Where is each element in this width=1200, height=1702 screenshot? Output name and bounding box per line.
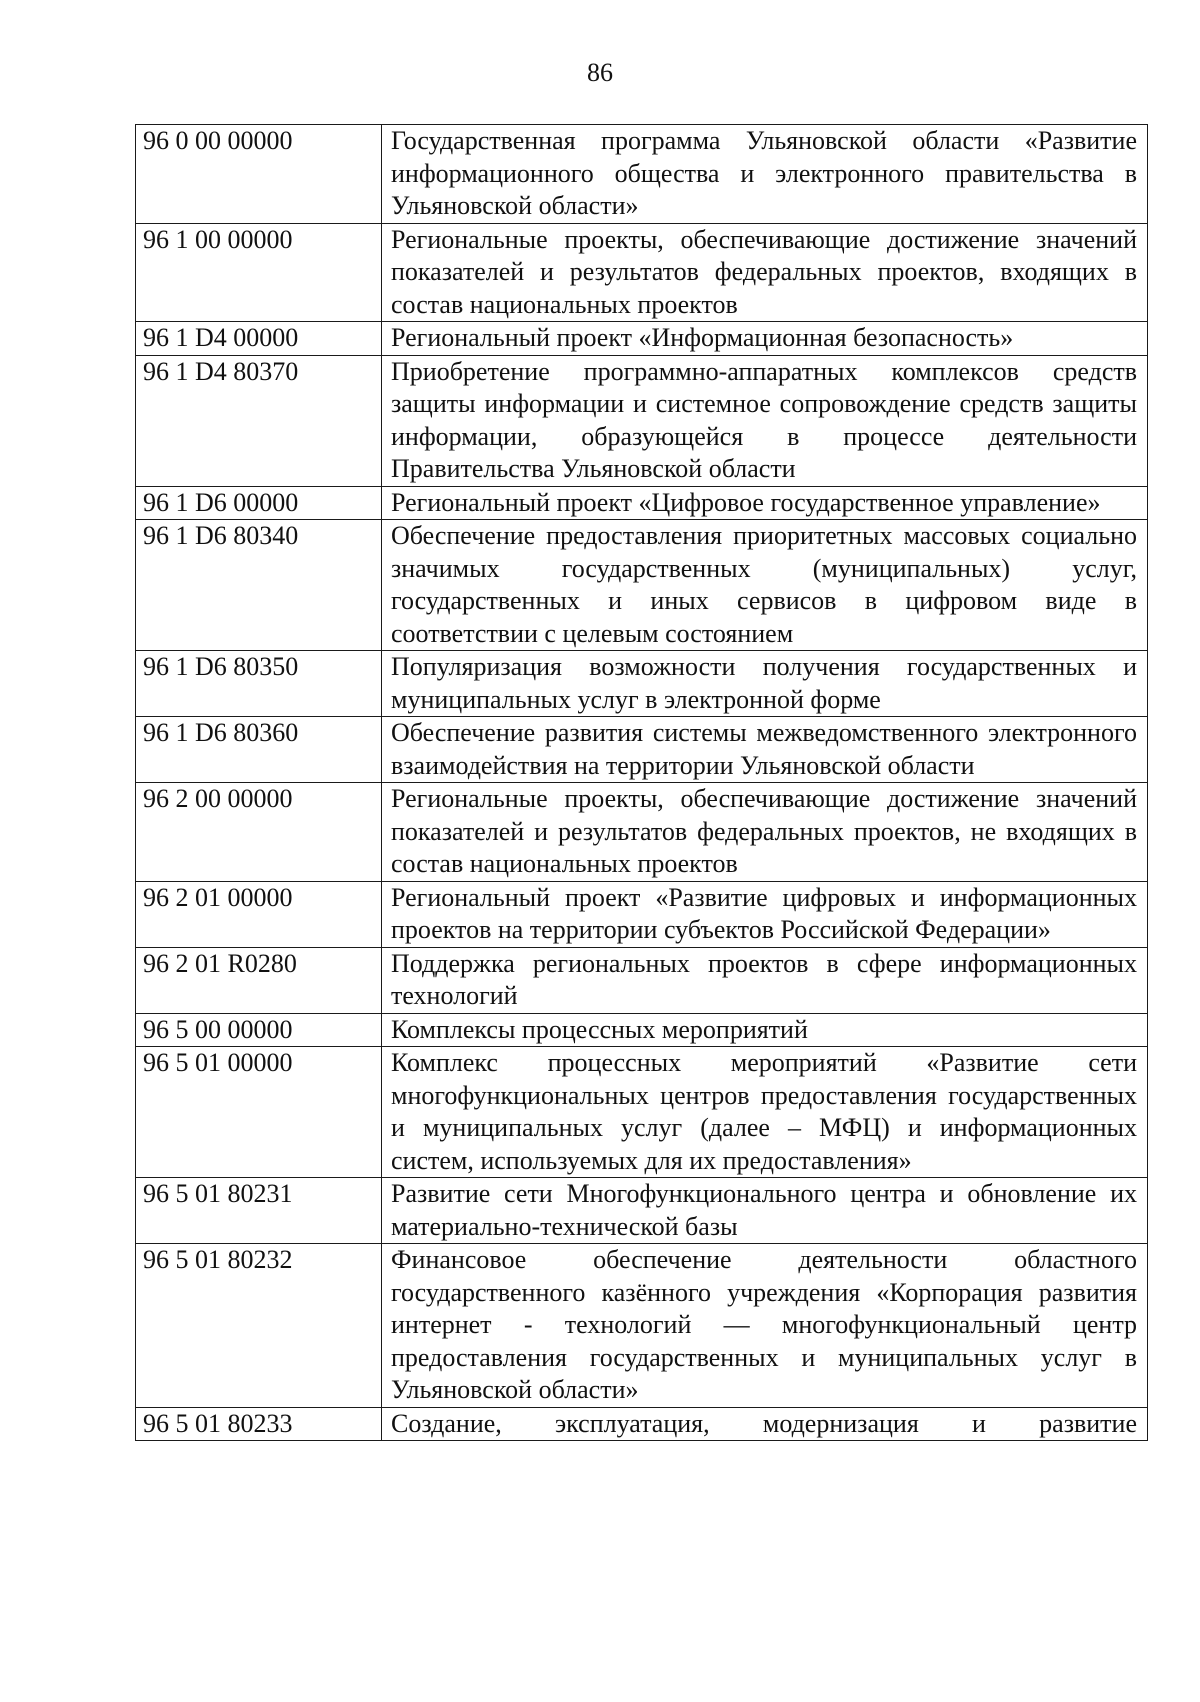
row-description: Популяризация возможности получения государственных и муниципальных услуг в электронной форме: [382, 651, 1148, 717]
row-description: Региональный проект «Цифровое государственное управление»: [382, 486, 1148, 520]
row-code: 96 1 D4 80370: [136, 355, 382, 486]
table-row: [136, 1047, 1148, 1178]
row-description: Финансовое обеспечение деятельности областного государственного казённого учреждения «Корпорация развития интернет - технологий — многофункциональный центр предоставления государственных и муниципальных услуг в Ульяновской области»: [382, 1244, 1148, 1408]
row-code: 96 5 00 00000: [136, 1013, 382, 1047]
table-row: [136, 520, 1148, 651]
table-row: [136, 947, 1148, 1013]
row-description: Региональный проект «Информационная безопасность»: [382, 322, 1148, 356]
table-row: [136, 1013, 1148, 1047]
row-description: Региональный проект «Развитие цифровых и информационных проектов на территории субъектов Российской Федерации»: [382, 881, 1148, 947]
row-code: 96 2 01 00000: [136, 881, 382, 947]
table-row: [136, 322, 1148, 356]
row-description: Приобретение программно-аппаратных комплексов средств защиты информации и системное сопровождение средств защиты информации, образующейся в процессе деятельности Правительства Ульяновской области: [382, 355, 1148, 486]
row-code: 96 2 01 R0280: [136, 947, 382, 1013]
row-code: 96 5 01 00000: [136, 1047, 382, 1178]
row-description: Поддержка региональных проектов в сфере информационных технологий: [382, 947, 1148, 1013]
row-description: Обеспечение предоставления приоритетных массовых социально значимых государственных (муниципальных) услуг, государственных и иных сервисов в цифровом виде в соответствии с целевым состоянием: [382, 520, 1148, 651]
table-row: [136, 1178, 1148, 1244]
table-row: [136, 223, 1148, 322]
row-code: 96 5 01 80233: [136, 1407, 382, 1441]
row-description: Региональные проекты, обеспечивающие достижение значений показателей и результатов федеральных проектов, входящих в состав национальных проектов: [382, 223, 1148, 322]
table-row: [136, 783, 1148, 882]
row-code: 96 5 01 80232: [136, 1244, 382, 1408]
row-code: 96 1 D4 00000: [136, 322, 382, 356]
row-description: Региональные проекты, обеспечивающие достижение значений показателей и результатов федеральных проектов, не входящих в состав национальных проектов: [382, 783, 1148, 882]
table-row: [136, 717, 1148, 783]
table-row: [136, 651, 1148, 717]
table-row: [136, 1407, 1148, 1441]
row-code: 96 1 00 00000: [136, 223, 382, 322]
budget-code-table: [135, 124, 1148, 1441]
row-code: 96 5 01 80231: [136, 1178, 382, 1244]
row-description: Государственная программа Ульяновской области «Развитие информационного общества и электронного правительства в Ульяновской области»: [382, 125, 1148, 224]
table-row: [136, 1244, 1148, 1408]
table-row: [136, 881, 1148, 947]
row-code: 96 0 00 00000: [136, 125, 382, 224]
table-row: [136, 355, 1148, 486]
row-code: 96 1 D6 80350: [136, 651, 382, 717]
row-description: Обеспечение развития системы межведомственного электронного взаимодействия на территории Ульяновской области: [382, 717, 1148, 783]
row-description: Комплекс процессных мероприятий «Развитие сети многофункциональных центров предоставления государственных и муниципальных услуг (далее – МФЦ) и информационных систем, используемых для их предоставления»: [382, 1047, 1148, 1178]
table-row: [136, 125, 1148, 224]
row-code: 96 1 D6 00000: [136, 486, 382, 520]
page-number: 86: [587, 58, 613, 87]
row-description: Комплексы процессных мероприятий: [382, 1013, 1148, 1047]
row-code: 96 2 00 00000: [136, 783, 382, 882]
row-description: Создание, эксплуатация, модернизация и развитие: [382, 1407, 1148, 1441]
table-row: [136, 486, 1148, 520]
row-code: 96 1 D6 80360: [136, 717, 382, 783]
row-code: 96 1 D6 80340: [136, 520, 382, 651]
row-description: Развитие сети Многофункционального центра и обновление их материально-технической базы: [382, 1178, 1148, 1244]
